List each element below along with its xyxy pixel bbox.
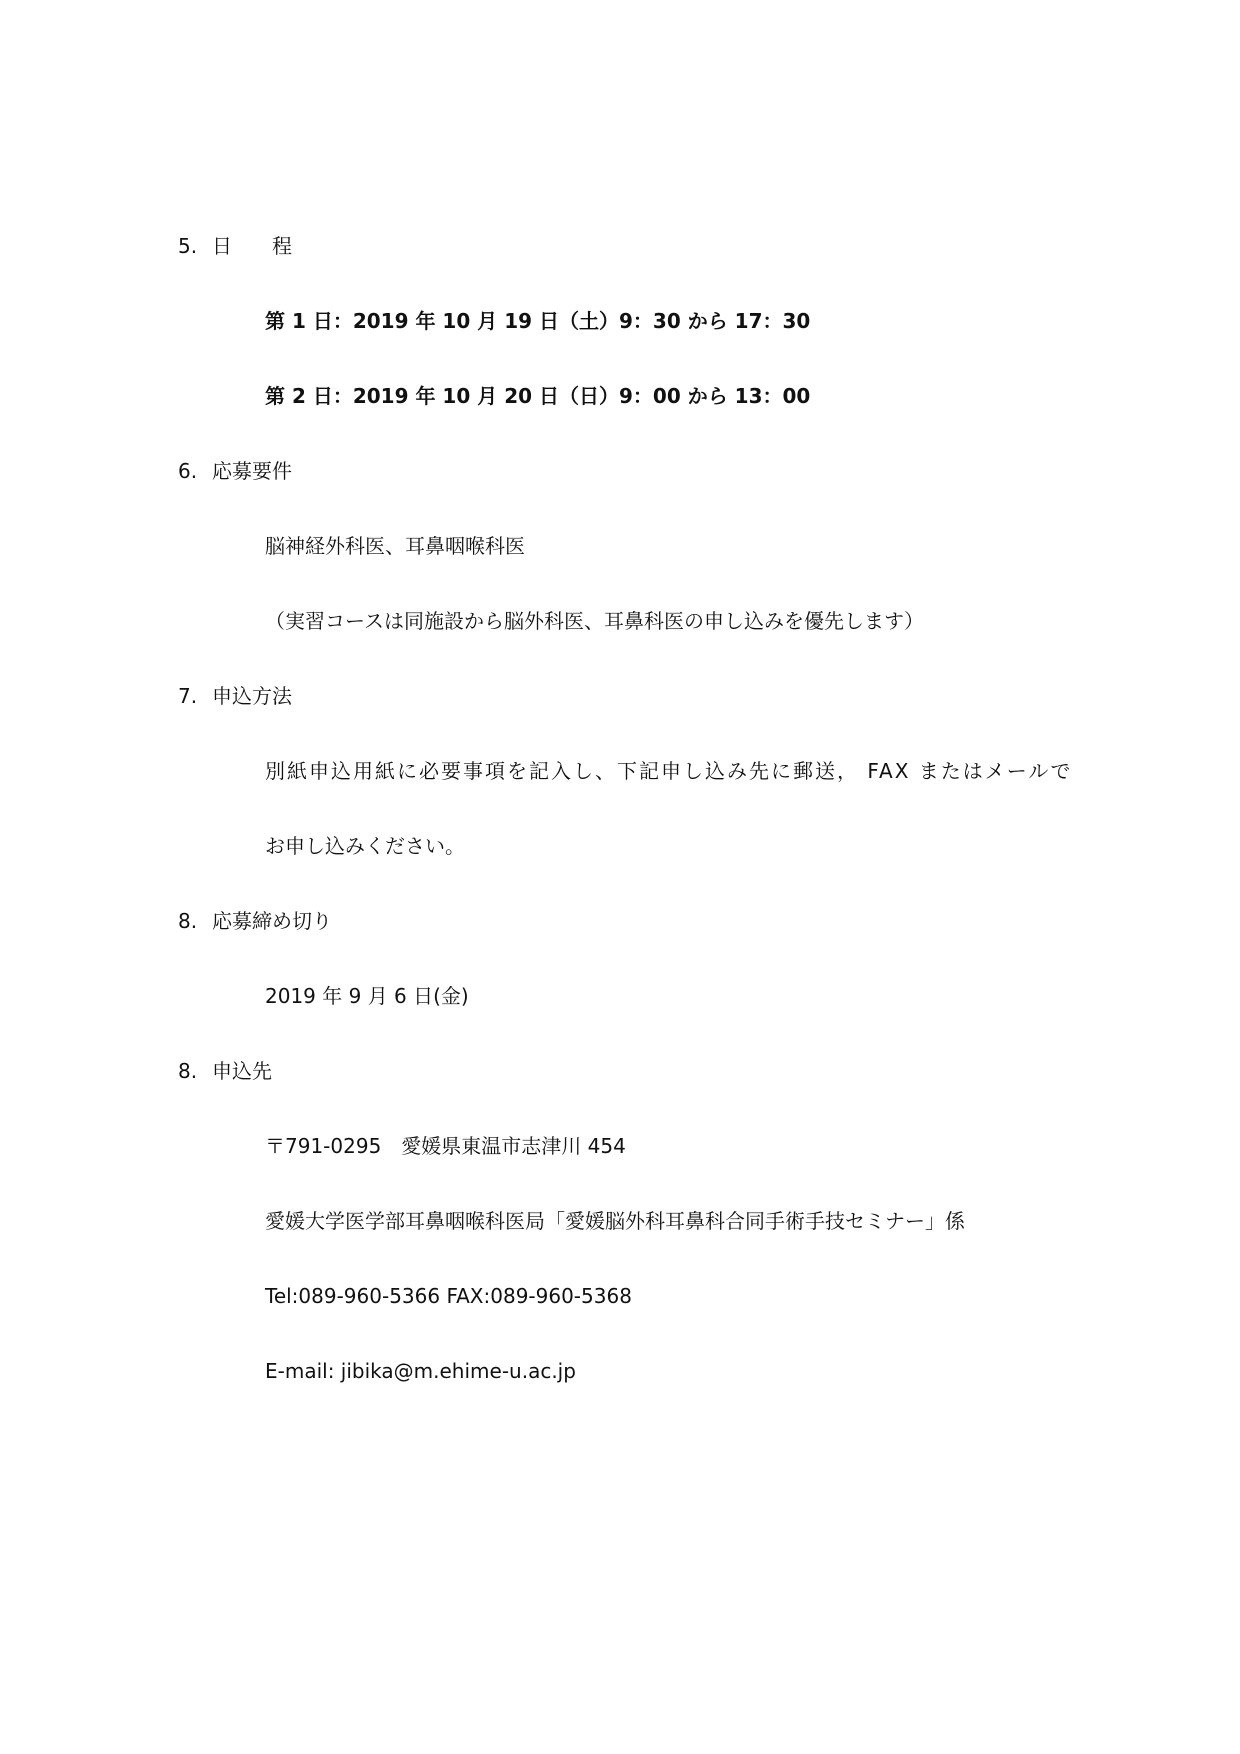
section-title: 日 程 xyxy=(212,234,292,258)
section-7-heading xyxy=(178,682,292,710)
section-number: 6. xyxy=(178,459,198,483)
contact-phone-fax: Tel:089-960-5366 FAX:089-960-5368 xyxy=(265,1284,632,1308)
section-8-deadline-heading xyxy=(178,907,332,935)
section-title: 応募要件 xyxy=(212,459,292,483)
section-number: 7. xyxy=(178,684,198,708)
section-number: 8. xyxy=(178,1059,198,1083)
contact-email: E-mail: jibika@m.ehime-u.ac.jp xyxy=(265,1359,576,1383)
method-text-line-2: お申し込みください。 xyxy=(265,834,465,858)
requirements-note: （実習コースは同施設から脳外科医、耳鼻科医の申し込みを優先します） xyxy=(265,609,924,633)
method-text-line-1: 別紙申込用紙に必要事項を記入し、下記申し込み先に郵送， FAX またはメールで xyxy=(265,759,1073,783)
section-8-contact-heading xyxy=(178,1057,272,1085)
section-5-heading xyxy=(178,232,292,260)
section-6-heading xyxy=(178,457,292,485)
requirements-text: 脳神経外科医、耳鼻咽喉科医 xyxy=(265,534,525,558)
section-number: 8. xyxy=(178,909,198,933)
section-title: 申込先 xyxy=(212,1059,272,1083)
contact-address: 〒791-0295 愛媛県東温市志津川 454 xyxy=(265,1134,626,1158)
schedule-day-2: 第 2 日：2019 年 10 月 20 日（日）9：00 から 13：00 xyxy=(265,384,811,408)
section-number: 5. xyxy=(178,234,198,258)
contact-office: 愛媛大学医学部耳鼻咽喉科医局「愛媛脳外科耳鼻科合同手術手技セミナー」係 xyxy=(265,1209,965,1233)
section-title: 応募締め切り xyxy=(212,909,332,933)
schedule-day-1: 第 1 日：2019 年 10 月 19 日（土）9：30 から 17：30 xyxy=(265,309,811,333)
deadline-date: 2019 年 9 月 6 日(金) xyxy=(265,984,469,1008)
section-title: 申込方法 xyxy=(212,684,292,708)
